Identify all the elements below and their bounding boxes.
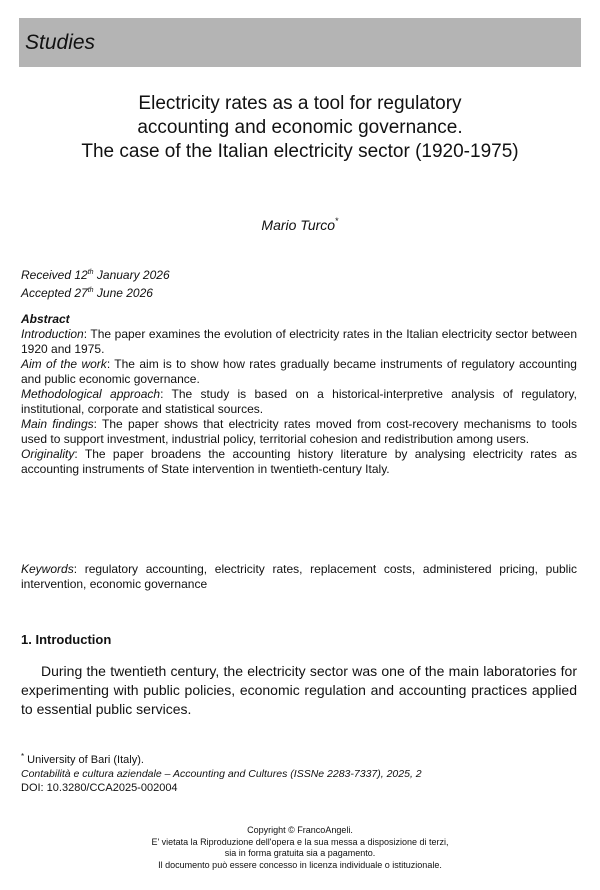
footnote-block (21, 750, 581, 795)
title-line-2: accounting and economic governance. (137, 117, 463, 138)
abstract-item: Introduction: The paper examines the evolution of electricity rates in the Italian electricity sector between 1920 and 1975. (21, 327, 577, 356)
abstract-block (21, 312, 577, 477)
accepted-date: Accepted 27th June 2026 (21, 286, 153, 300)
submission-dates (21, 265, 170, 301)
author-name: Mario Turco (261, 217, 336, 233)
abstract-item: Main findings: The paper shows that electricity rates moved from cost-recovery mechanisms to tools used to support investment, industrial policy, territorial cohesion and redistribution among users. (21, 417, 577, 446)
section-heading: 1. Introduction (21, 632, 112, 647)
copyright-line: Il documento può essere concesso in licenza individuale o istituzionale. (158, 859, 442, 870)
article-title (0, 92, 600, 164)
abstract-heading: Abstract (21, 312, 70, 326)
intro-text: During the twentieth century, the electricity sector was one of the main laboratories for experimenting with public policies, economic regulation and accounting practices applied to essential public services. (21, 663, 577, 717)
affiliation-footnote: * University of Bari (Italy). (21, 752, 144, 766)
journal-citation: Contabilità e cultura aziendale – Accounting and Cultures (ISSNe 2283-7337), 2025, 2 (21, 768, 422, 780)
keywords-text: : regulatory accounting, electricity rates, replacement costs, administered pricing, public intervention, economic governance (21, 562, 577, 591)
copyright-line: E' vietata la Riproduzione dell'opera e la sua messa a disposizione di terzi, (151, 836, 449, 847)
author-line (0, 216, 600, 233)
copyright-notice (0, 825, 600, 871)
copyright-line: sia in forma gratuita sia a pagamento. (224, 848, 376, 858)
intro-paragraph (21, 662, 577, 719)
doi: DOI: 10.3280/CCA2025-002004 (21, 782, 178, 794)
abstract-item: Aim of the work: The aim is to show how rates gradually became instruments of regulatory accounting and public economic governance. (21, 357, 577, 386)
section-banner (19, 18, 581, 67)
abstract-item: Originality: The paper broadens the accounting history literature by analysing electricity rates as accounting instruments of State intervention in twentieth-century Italy. (21, 447, 577, 476)
author-footnote-mark: * (335, 216, 339, 226)
abstract-item: Methodological approach: The study is based on a historical-interpretive analysis of regulatory, institutional, corporate and statistical sources. (21, 387, 577, 416)
title-line-3: The case of the Italian electricity sector (1920-1975) (81, 141, 519, 162)
keywords-block (21, 562, 577, 592)
title-line-1: Electricity rates as a tool for regulatory (138, 93, 462, 114)
keywords-label: Keywords (21, 562, 74, 576)
copyright-line: Copyright © FrancoAngeli. (247, 825, 353, 835)
received-date: Received 12th January 2026 (21, 268, 170, 282)
section-label: Studies (25, 31, 96, 54)
